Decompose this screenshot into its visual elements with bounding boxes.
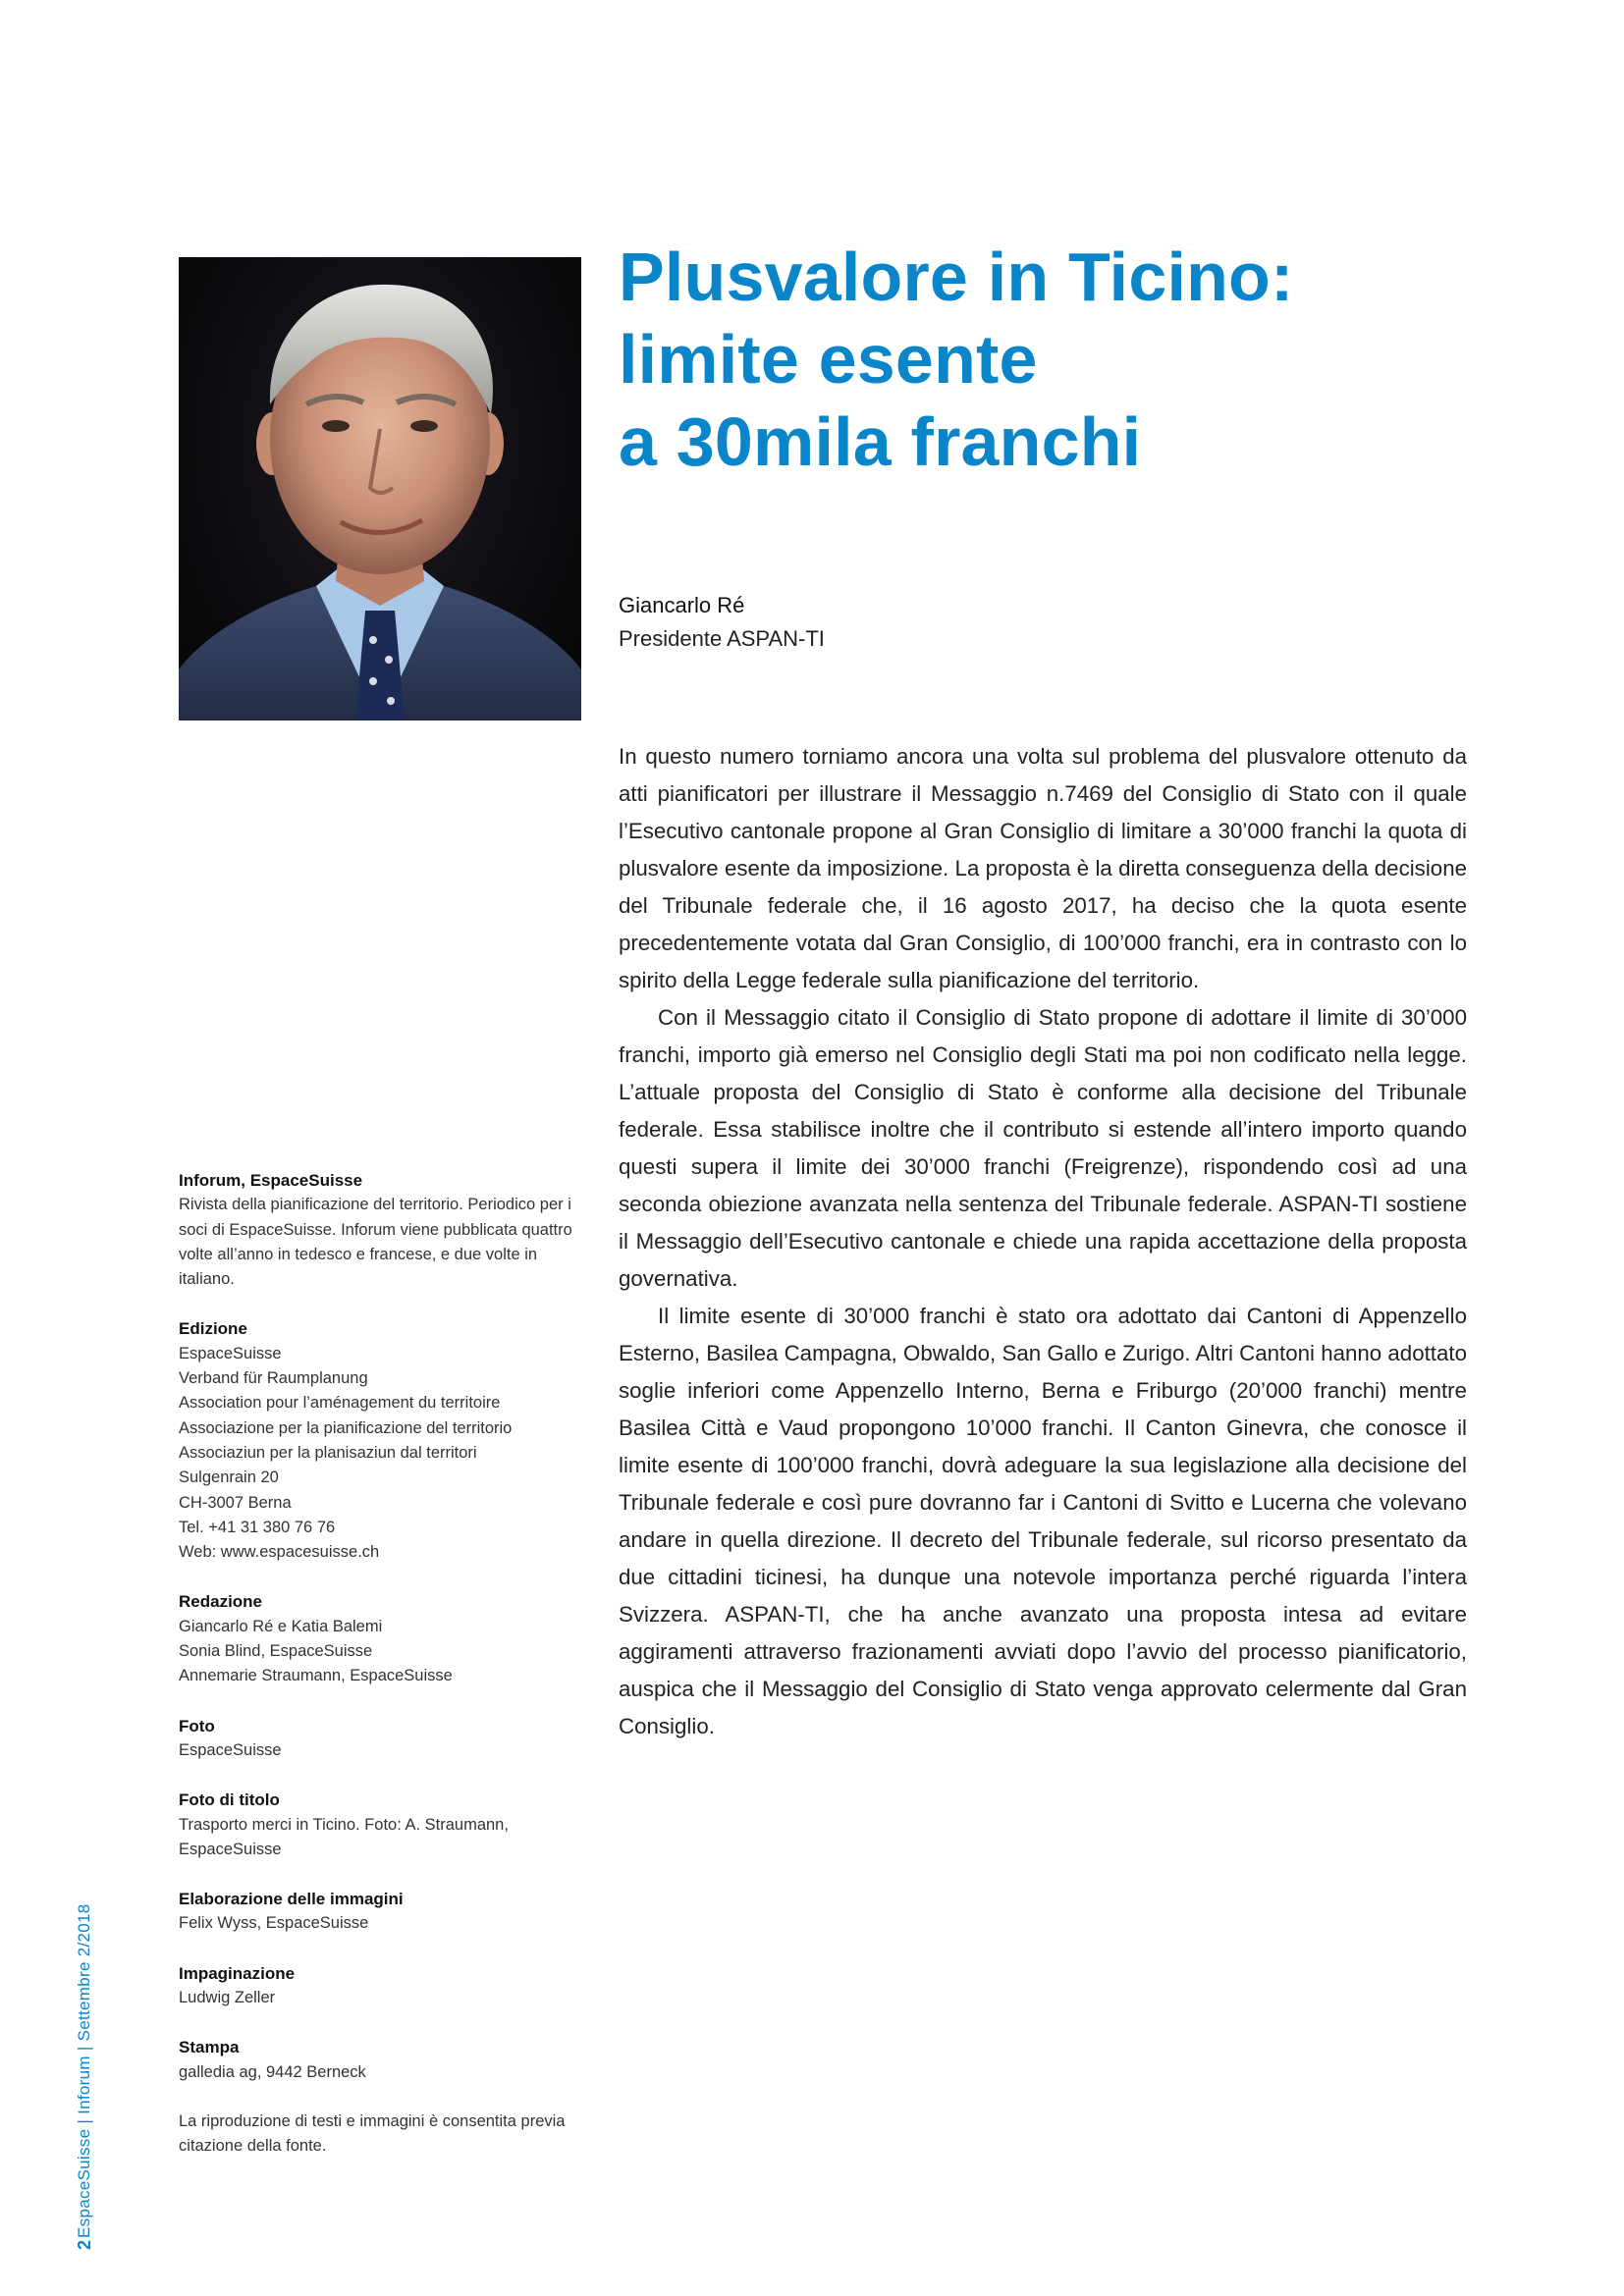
colophon-line: galledia ag, 9442 Berneck	[179, 2062, 366, 2081]
body-paragraph: In questo numero torniamo ancora una volta sul problema del plusvalore ottenuto da atti pianificatori per illustrare il Messaggio n.7469 del Consiglio di Stato con il quale l’Esecutivo cantonale propone al Gran Consiglio di limitare a 30’000 franchi la quota di plusvalore esente da imposizione. La proposta è la diretta conseguenza della decisione del Tribunale federale che, il 16 agosto 2017, ha deciso che la quota esente precedentemente votata dal Gran Consiglio, di 100’000 franchi, era in contrasto con lo spirito della Legge federale sulla pianificazione del territorio.	[619, 744, 1467, 992]
colophon-heading: Foto di titolo	[179, 1790, 280, 1810]
colophon-text: La riproduzione di testi e immagini è consentita previa citazione della fonte.	[179, 2111, 566, 2156]
colophon-line: Giancarlo Ré e Katia Balemi	[179, 1617, 383, 1635]
author-role: Presidente ASPAN-TI	[619, 626, 825, 651]
title-line: a 30mila franchi	[619, 403, 1142, 480]
colophon-line: Associazione per la pianificazione del territorio	[179, 1418, 513, 1437]
running-head: EspaceSuisse | Inforum | Settembre 2/2018	[75, 1903, 93, 2238]
colophon-line: Annemarie Straumann, EspaceSuisse	[179, 1667, 453, 1685]
colophon-impaginazione	[179, 1961, 591, 2011]
title-line: Plusvalore in Ticino:	[619, 239, 1294, 315]
colophon-line: CH-3007 Berna	[179, 1493, 292, 1512]
article-title	[619, 236, 1561, 483]
colophon-heading: Elaborazione delle immagini	[179, 1890, 404, 1909]
colophon-line: EspaceSuisse	[179, 1740, 282, 1759]
colophon-line: EspaceSuisse	[179, 1344, 282, 1362]
body-paragraph: Il limite esente di 30’000 franchi è stato ora adottato dai Cantoni di Appenzello Esterno, Basilea Campagna, Obwaldo, San Gallo e Zurigo. Altri Cantoni hanno adottato soglie inferiori come Appenzello Interno, Berna e Friburgo (20’000 franchi) mentre Basilea Città e Vaud propongono 10’000 franchi. Il Canton Ginevra, che conosce il limite esente di 100’000 franchi, dovrà adeguare la sua legislazione alla decisione del Tribunale federale e così pure dovranno far i Cantoni di Svitto e Lucerna che volevano andare in quella direzione. Il decreto del Tribunale federale, sul ricorso presentato da due cittadini ticinesi, ha dunque una notevole importanza perché riguarda l’intera Svizzera. ASPAN-TI, che ha anche avanzato una proposta intesa ad evitare aggiramenti attraverso frazionamenti avviati dopo l’avvio del processo pianificatorio, auspica che il Messaggio del Consiglio di Stato venga approvato celermente dal Gran Consiglio.	[619, 1304, 1467, 1738]
colophon-heading: Inforum, EspaceSuisse	[179, 1171, 363, 1190]
colophon-edizione	[179, 1316, 591, 1565]
colophon-line: Tel. +41 31 380 76 76	[179, 1518, 336, 1536]
article-body	[619, 738, 1467, 1745]
colophon-redazione	[179, 1589, 591, 1688]
colophon-line: Sulgenrain 20	[179, 1468, 279, 1487]
colophon-intro	[179, 1168, 591, 1292]
colophon-stampa	[179, 2035, 591, 2085]
colophon-line: Ludwig Zeller	[179, 1989, 276, 2007]
colophon-heading: Edizione	[179, 1319, 247, 1339]
colophon-heading: Stampa	[179, 2038, 240, 2057]
portrait-illustration	[179, 257, 581, 721]
colophon-foto	[179, 1714, 591, 1764]
colophon-web-link[interactable]: Web: www.espacesuisse.ch	[179, 1543, 380, 1562]
colophon-line: Association pour l’aménagement du territoire	[179, 1394, 501, 1413]
colophon-line: Sonia Blind, EspaceSuisse	[179, 1642, 373, 1661]
colophon-notice	[179, 2109, 591, 2160]
author-portrait	[179, 257, 581, 721]
colophon-foto-titolo	[179, 1788, 591, 1862]
colophon-heading: Foto	[179, 1716, 215, 1735]
colophon-line: Verband für Raumplanung	[179, 1369, 368, 1388]
author-block	[619, 589, 1110, 656]
colophon-heading: Impaginazione	[179, 1963, 296, 1983]
colophon-heading: Redazione	[179, 1592, 263, 1612]
body-paragraph: Con il Messaggio citato il Consiglio di Stato propone di adottare il limite di 30’000 franchi, importo già emerso nel Consiglio degli Stati ma poi non codificato nella legge. L’attuale proposta del Consiglio di Stato è conforme alla decisione del Tribunale federale. Essa stabilisce inoltre che il contributo si estende all’intero importo quando questi supera il limite dei 30’000 franchi (Freigrenze), rispondendo così ad una seconda obiezione avanzata nella sentenza del Tribunale federale. ASPAN-TI sostiene il Messaggio dell’Esecutivo cantonale e chiede una rapida accettazione della proposta governativa.	[619, 1005, 1467, 1291]
colophon-elaborazione	[179, 1887, 591, 1937]
title-line: limite esente	[619, 321, 1038, 398]
colophon-line: Associaziun per la planisaziun dal territori	[179, 1443, 477, 1462]
author-name: Giancarlo Ré	[619, 593, 745, 617]
colophon-text: Rivista della pianificazione del territorio. Periodico per i soci di EspaceSuisse. Inforum viene pubblicata quattro volte all’anno in tedesco e francese, e due volte in italiano.	[179, 1196, 572, 1289]
page-number: 2	[75, 2239, 94, 2250]
colophon	[179, 1168, 591, 2184]
colophon-line: EspaceSuisse	[179, 1840, 282, 1858]
colophon-line: Trasporto merci in Ticino. Foto: A. Straumann,	[179, 1815, 509, 1834]
colophon-line: Felix Wyss, EspaceSuisse	[179, 1914, 369, 1933]
